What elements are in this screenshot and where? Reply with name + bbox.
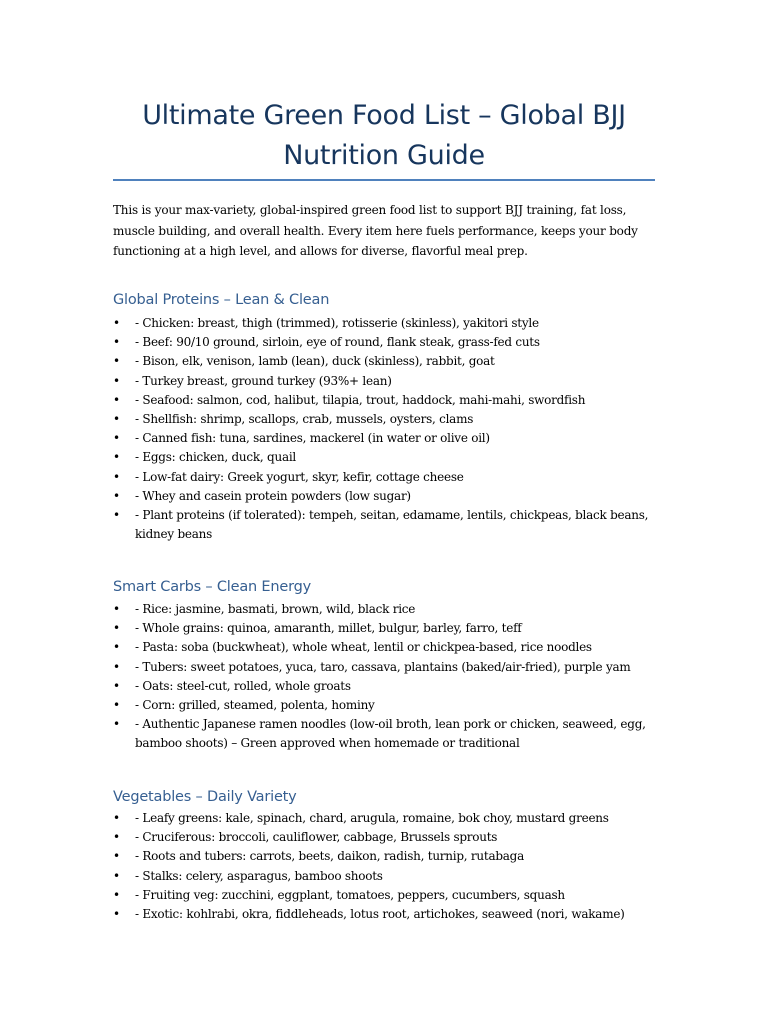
list-item (113, 658, 658, 677)
list-proteins (113, 314, 658, 544)
list-item-text: - Exotic: kohlrabi, okra, fiddleheads, lotus root, artichokes, seaweed (nori, wakame) (135, 907, 625, 922)
bullet-icon: • (113, 316, 120, 330)
list-item (113, 468, 658, 487)
list-item (113, 809, 658, 828)
list-item (113, 429, 658, 448)
list-item-text: - Whole grains: quinoa, amaranth, millet, bulgur, barley, farro, teff (135, 621, 522, 636)
section-heading-vegetables: Vegetables – Daily Variety (113, 789, 297, 805)
list-item-text: - Stalks: celery, asparagus, bamboo shoots (135, 868, 383, 883)
bullet-icon: • (113, 488, 120, 503)
list-item (113, 600, 658, 619)
list-item-text: - Shellfish: shrimp, scallops, crab, mussels, oysters, clams (135, 412, 474, 427)
bullet-icon: • (113, 717, 120, 732)
list-item (113, 905, 658, 924)
bullet-icon: • (113, 830, 120, 845)
list-item-text: - Plant proteins (if tolerated): tempeh, seitan, edamame, lentils, chickpeas, black beans, kidney beans (135, 508, 649, 542)
bullet-icon: • (113, 868, 120, 883)
list-item (113, 410, 658, 429)
bullet-icon: • (113, 621, 120, 636)
list-item (113, 352, 658, 371)
list-carbs (113, 600, 658, 754)
list-item (113, 619, 658, 638)
section-heading-proteins: Global Proteins – Lean & Clean (113, 292, 330, 308)
list-item (113, 314, 658, 333)
list-item-text: - Chicken: breast, thigh (trimmed), rotisserie (skinless), yakitori style (135, 316, 539, 330)
list-item (113, 715, 658, 753)
list-item-text: - Fruiting veg: zucchini, eggplant, tomatoes, peppers, cucumbers, squash (135, 887, 565, 902)
bullet-icon: • (113, 640, 120, 655)
bullet-icon: • (113, 354, 120, 369)
list-item-text: - Eggs: chicken, duck, quail (135, 450, 297, 465)
list-item-text: - Beef: 90/10 ground, sirloin, eye of round, flank steak, grass-fed cuts (135, 335, 540, 350)
list-item (113, 847, 658, 866)
list-item (113, 638, 658, 657)
list-item (113, 448, 658, 467)
list-item-text: - Low-fat dairy: Greek yogurt, skyr, kefir, cottage cheese (135, 469, 464, 484)
bullet-icon: • (113, 431, 120, 446)
list-item (113, 886, 658, 905)
section-heading-carbs: Smart Carbs – Clean Energy (113, 579, 311, 595)
list-item (113, 487, 658, 506)
bullet-icon: • (113, 678, 120, 693)
bullet-icon: • (113, 602, 120, 616)
list-item-text: - Authentic Japanese ramen noodles (low-oil broth, lean pork or chicken, seaweed, egg, bamboo shoots) – Green approved when homemade or traditional (135, 717, 646, 751)
bullet-icon: • (113, 907, 120, 922)
list-item-text: - Canned fish: tuna, sardines, mackerel (in water or olive oil) (135, 431, 490, 446)
bullet-icon: • (113, 659, 120, 674)
list-item (113, 506, 658, 544)
bullet-icon: • (113, 887, 120, 902)
bullet-icon: • (113, 392, 120, 407)
list-item-text: - Corn: grilled, steamed, polenta, hominy (135, 698, 375, 713)
title-underline (113, 179, 655, 181)
list-item (113, 696, 658, 715)
list-item-text: - Turkey breast, ground turkey (93%+ lean) (135, 373, 392, 388)
bullet-icon: • (113, 469, 120, 484)
bullet-icon: • (113, 508, 120, 523)
bullet-icon: • (113, 811, 120, 825)
list-item-text: - Oats: steel-cut, rolled, whole groats (135, 678, 351, 693)
list-item-text: - Roots and tubers: carrots, beets, daikon, radish, turnip, rutabaga (135, 849, 525, 864)
page-title: Ultimate Green Food List – Global BJJ Nutrition Guide (142, 100, 626, 171)
bullet-icon: • (113, 450, 120, 465)
bullet-icon: • (113, 412, 120, 427)
bullet-icon: • (113, 698, 120, 713)
bullet-icon: • (113, 849, 120, 864)
list-item (113, 372, 658, 391)
list-item-text: - Cruciferous: broccoli, cauliflower, cabbage, Brussels sprouts (135, 830, 498, 845)
list-item (113, 333, 658, 352)
list-item-text: - Rice: jasmine, basmati, brown, wild, black rice (135, 602, 416, 616)
list-item (113, 391, 658, 410)
list-item-text: - Leafy greens: kale, spinach, chard, arugula, romaine, bok choy, mustard greens (135, 811, 609, 825)
list-item (113, 828, 658, 847)
list-item-text: - Pasta: soba (buckwheat), whole wheat, lentil or chickpea-based, rice noodles (135, 640, 592, 655)
list-vegetables (113, 809, 658, 924)
intro-paragraph: This is your max-variety, global-inspired green food list to support BJJ training, fat loss, muscle building, and overall health. Every item here fuels performance, keeps your body functioning at a high level, and allows for diverse, flavorful meal prep. (113, 203, 638, 258)
bullet-icon: • (113, 335, 120, 350)
list-item-text: - Seafood: salmon, cod, halibut, tilapia, trout, haddock, mahi-mahi, swordfish (135, 392, 586, 407)
bullet-icon: • (113, 373, 120, 388)
list-item-text: - Whey and casein protein powders (low sugar) (135, 488, 411, 503)
list-item-text: - Bison, elk, venison, lamb (lean), duck (skinless), rabbit, goat (135, 354, 495, 369)
list-item (113, 677, 658, 696)
list-item (113, 867, 658, 886)
list-item-text: - Tubers: sweet potatoes, yuca, taro, cassava, plantains (baked/air-fried), purple yam (135, 659, 631, 674)
